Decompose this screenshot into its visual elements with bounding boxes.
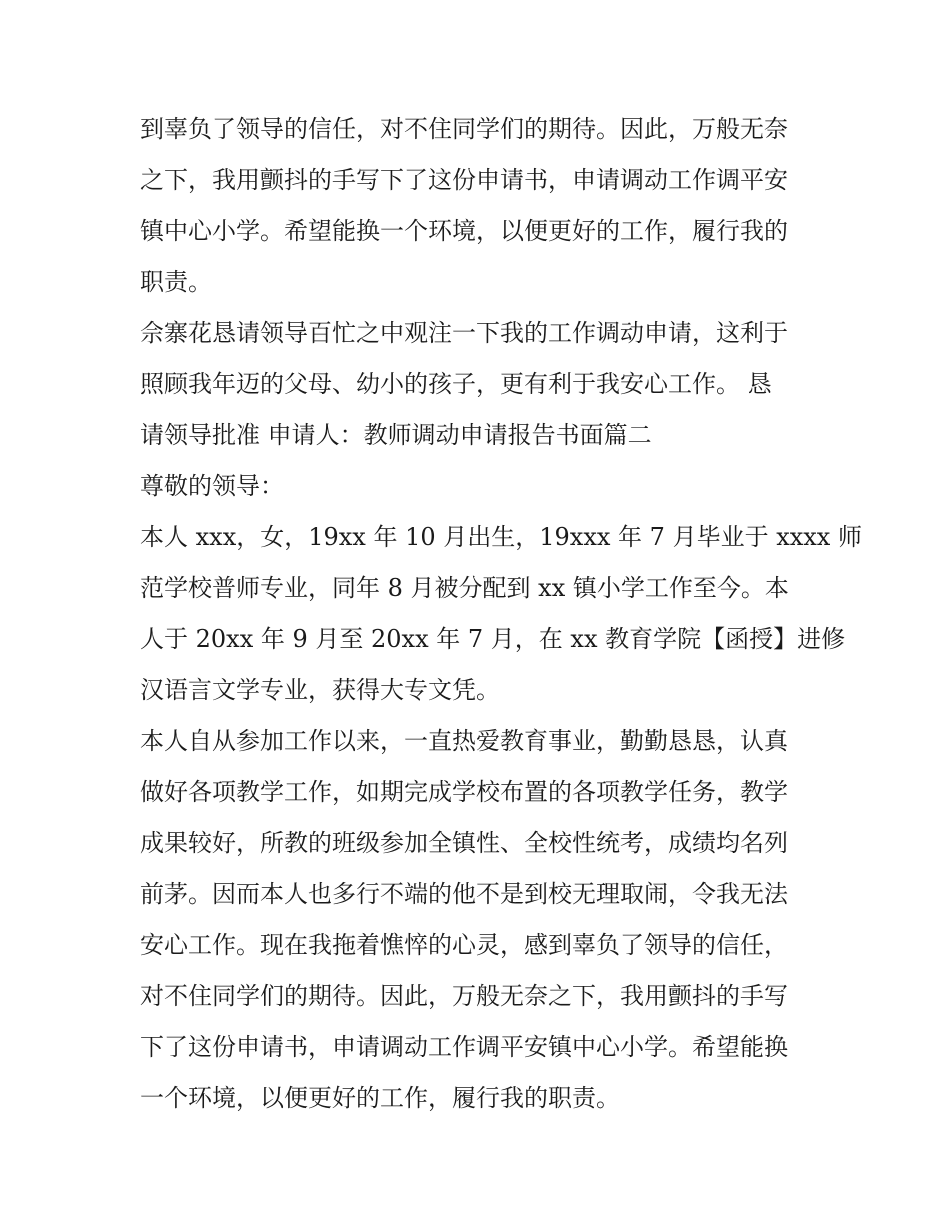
text-line: 安心工作。现在我拖着憔悴的心灵，感到辜负了领导的信任， xyxy=(140,931,788,959)
text-line: 人于 20xx 年 9 月至 20xx 年 7 月，在 xx 教育学院【函授】进修 xyxy=(140,625,846,653)
text-line: 对不住同学们的期待。因此，万般无奈之下，我用颤抖的手写 xyxy=(140,982,788,1010)
text-line: 之下，我用颤抖的手写下了这份申请书，申请调动工作调平安 xyxy=(140,166,788,194)
text-line: 请领导批准 申请人：教师调动申请报告书面篇二 xyxy=(140,421,652,449)
text-line: 汉语言文学专业，获得大专文凭。 xyxy=(140,676,500,704)
text-line: 本人自从参加工作以来，一直热爱教育事业，勤勤恳恳，认真 xyxy=(140,727,788,755)
salutation: 尊敬的领导： xyxy=(140,472,284,500)
text-line: 前茅。因而本人也多行不端的他不是到校无理取闹，令我无法 xyxy=(140,880,788,908)
text-line: 做好各项教学工作，如期完成学校布置的各项教学任务，教学 xyxy=(140,778,788,806)
text-line: 镇中心小学。希望能换一个环境，以便更好的工作，履行我的 xyxy=(140,217,788,245)
text-line: 成果较好，所教的班级参加全镇性、全校性统考，成绩均名列 xyxy=(140,829,788,857)
text-line: 到辜负了领导的信任，对不住同学们的期待。因此，万般无奈 xyxy=(140,115,788,143)
text-line: 下了这份申请书，申请调动工作调平安镇中心小学。希望能换 xyxy=(140,1033,788,1061)
text-line: 本人 xxx，女，19xx 年 10 月出生，19xxx 年 7 月毕业于 xxxx 师 xyxy=(140,523,862,551)
text-line: 一个环境，以便更好的工作，履行我的职责。 xyxy=(140,1084,620,1112)
text-line: 职责。 xyxy=(140,268,212,296)
text-line: 照顾我年迈的父母、幼小的孩子，更有利于我安心工作。 恳 xyxy=(140,370,772,398)
text-line: 范学校普师专业，同年 8 月被分配到 xx 镇小学工作至今。本 xyxy=(140,574,789,602)
text-line: 佘寨花恳请领导百忙之中观注一下我的工作调动申请，这利于 xyxy=(140,319,788,347)
document-body xyxy=(140,104,862,1124)
